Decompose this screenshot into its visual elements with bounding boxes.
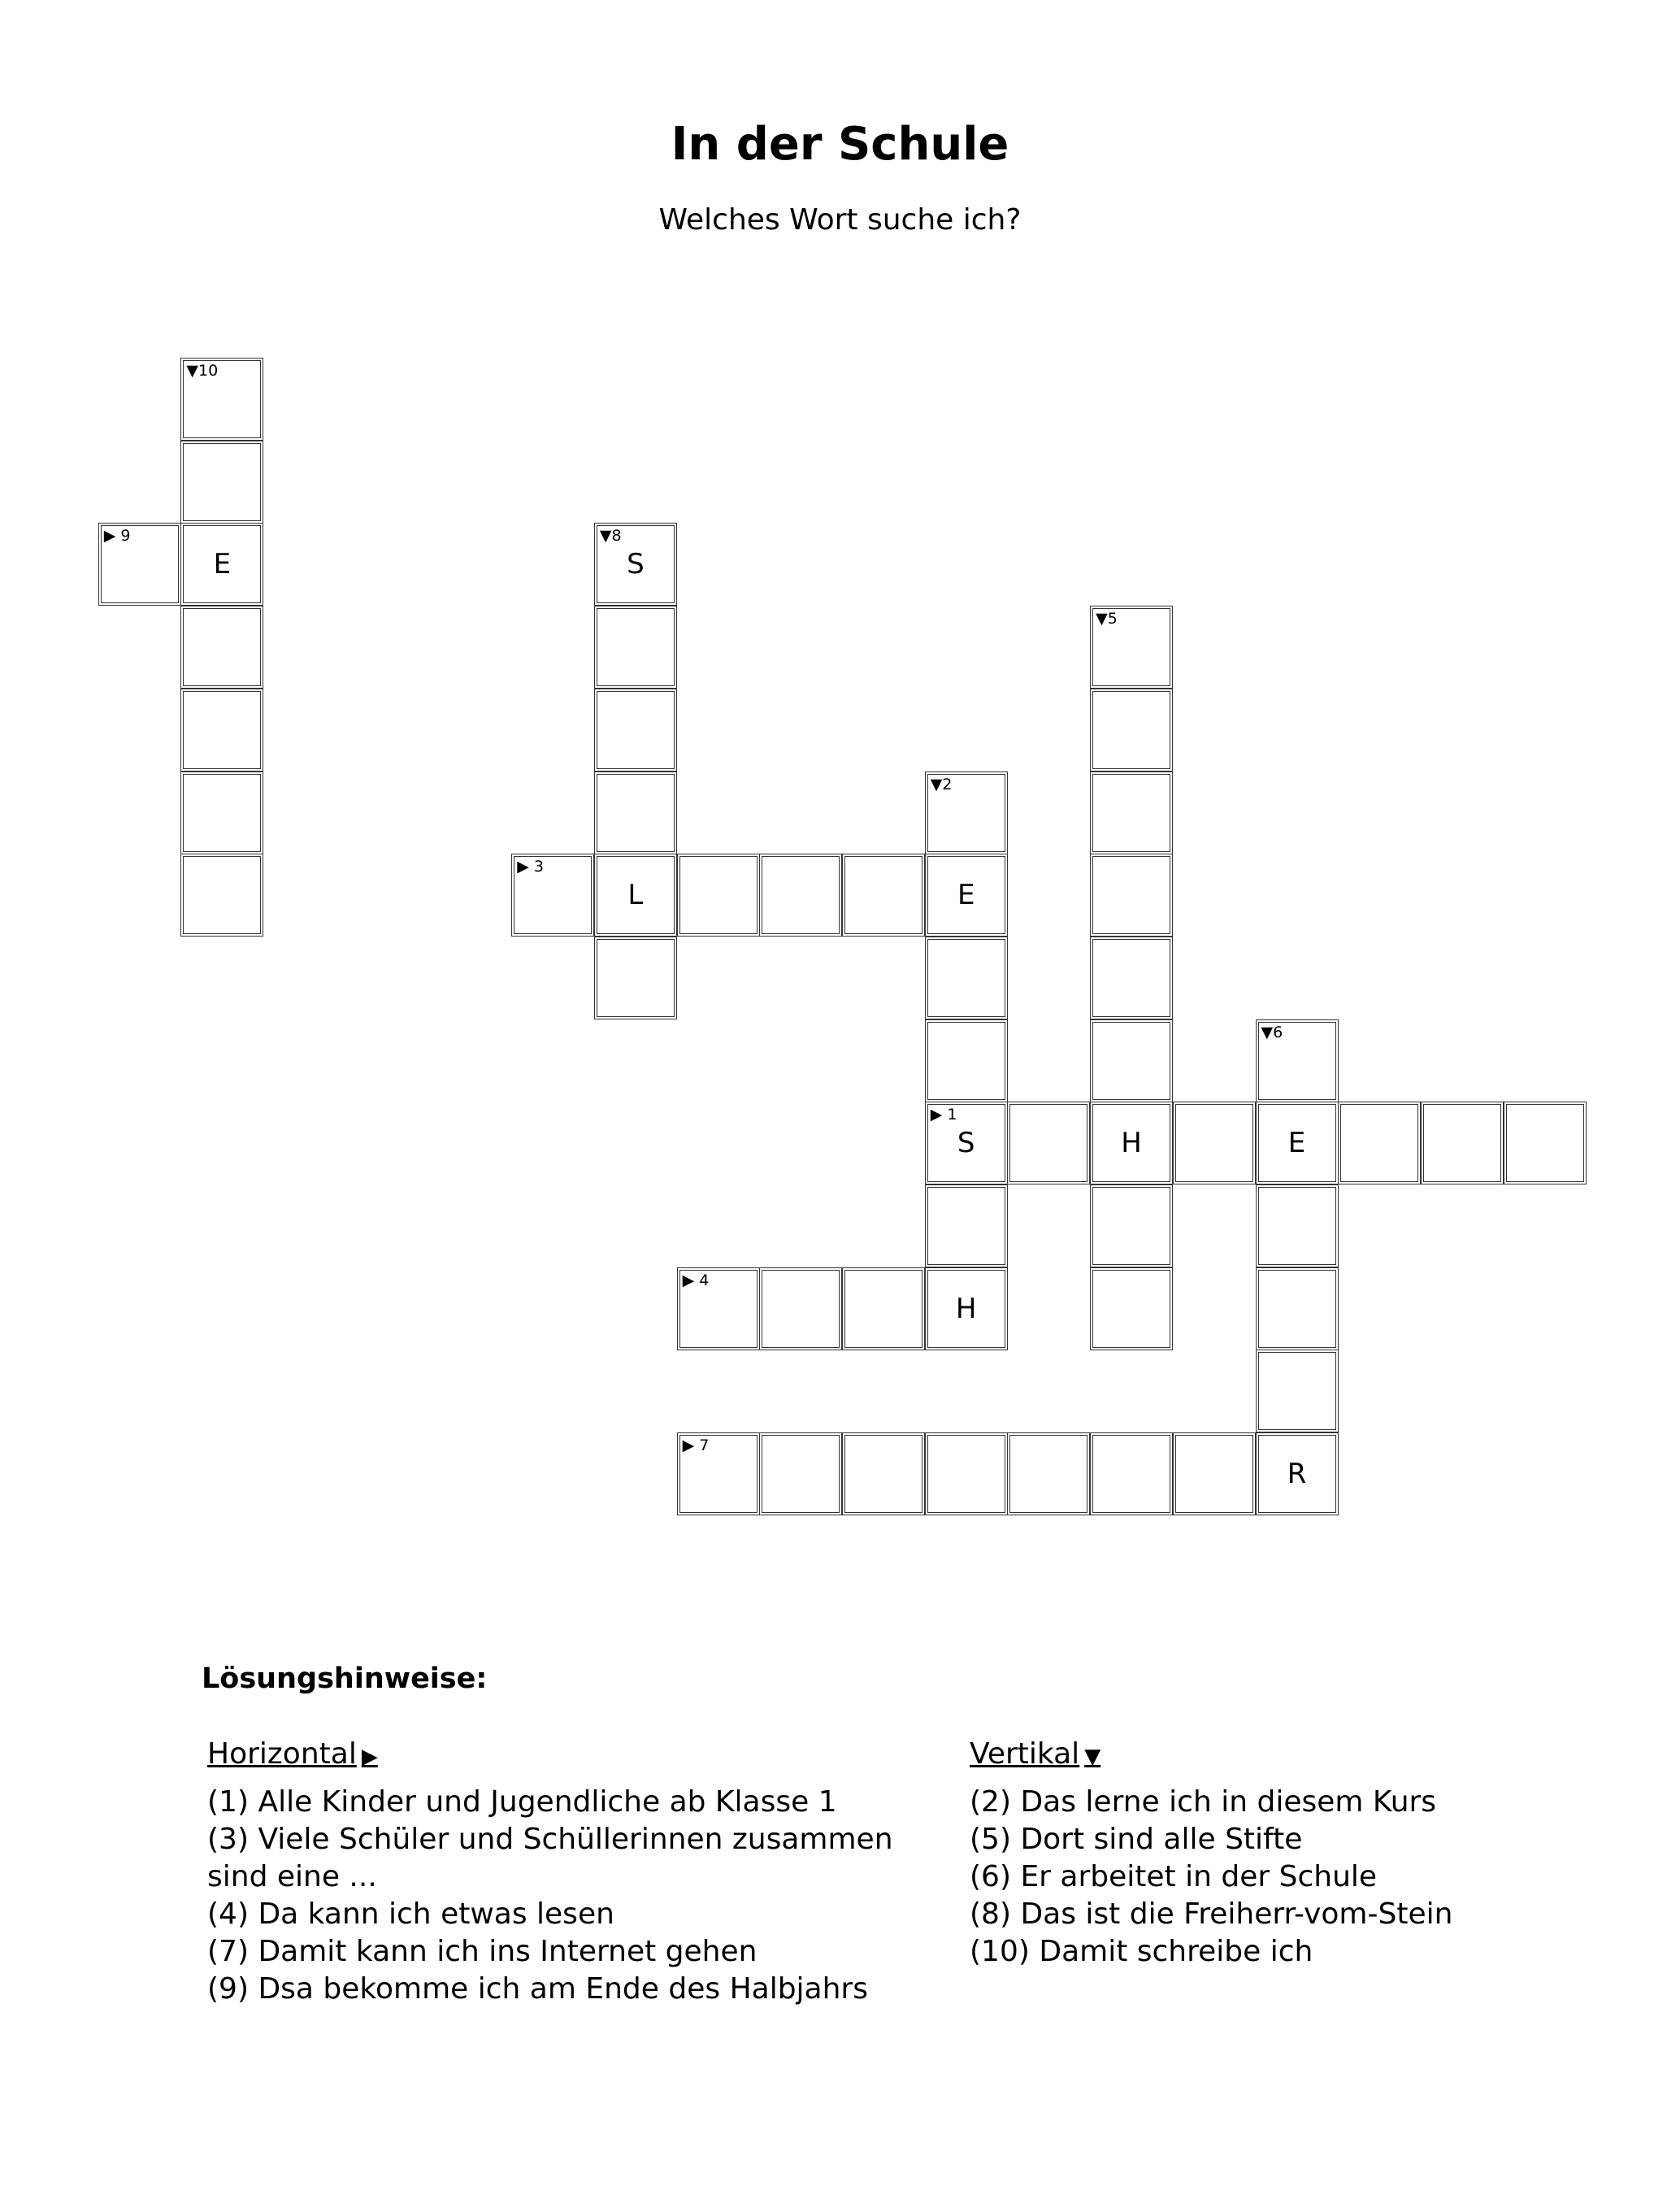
crossword-cell[interactable] (925, 1184, 1008, 1267)
vertical-clues-title: Vertikal ▼ (970, 1737, 1101, 1771)
cell-letter (184, 775, 260, 851)
crossword-cell[interactable] (925, 937, 1008, 1019)
clue-horizontal-1: (1) Alle Kinder und Jugendliche ab Klasse 1 (207, 1785, 837, 1819)
crossword-cell[interactable] (1256, 1267, 1339, 1350)
clue-number-label: ▼2 (930, 775, 953, 793)
crossword-cell[interactable] (1090, 1019, 1173, 1102)
crossword-cell[interactable] (594, 937, 677, 1019)
crossword-cell[interactable] (1090, 854, 1173, 937)
crossword-cell[interactable] (1338, 1102, 1421, 1184)
clue-horizontal-3: (3) Viele Schüler und Schüllerinnen zusammen sind eine ... (207, 1823, 893, 1893)
crossword-cell[interactable] (677, 1432, 760, 1515)
clue-horizontal-9: (9) Dsa bekomme ich am Ende des Halbjahrs (207, 1972, 868, 2006)
clue-vertical-5: (5) Dort sind alle Stifte (970, 1823, 1303, 1856)
crossword-cell[interactable] (1256, 1350, 1339, 1432)
crossword-cell[interactable] (594, 689, 677, 772)
clue-number-label: ▶ 9 (103, 527, 131, 545)
crossword-cell[interactable] (1173, 1102, 1256, 1184)
crossword-cell[interactable] (1256, 1184, 1339, 1267)
crossword-cell[interactable] (1256, 1432, 1339, 1515)
clue-vertical-10: (10) Damit schreibe ich (970, 1935, 1313, 1968)
clue-number-label: ▶ 1 (930, 1106, 957, 1124)
cell-letter: S (957, 1127, 975, 1160)
clue-number-label: ▼6 (1261, 1023, 1283, 1041)
crossword-cell[interactable] (1090, 1267, 1173, 1350)
page-title: In der Schule (671, 118, 1009, 171)
cell-letter (184, 444, 260, 520)
cell-letter: R (1287, 1458, 1307, 1491)
clue-number-label: ▼5 (1096, 610, 1118, 628)
crossword-cell[interactable] (1090, 1184, 1173, 1267)
crossword-cell[interactable] (1504, 1102, 1587, 1184)
crossword-cell[interactable] (759, 1267, 842, 1350)
cell-letter (845, 1436, 922, 1512)
crossword-cell[interactable] (180, 854, 263, 937)
crossword-cell[interactable] (842, 1432, 925, 1515)
crossword-cell[interactable] (925, 1102, 1008, 1184)
crossword-cell[interactable] (925, 1019, 1008, 1102)
cell-letter (928, 940, 1005, 1016)
crossword-cell[interactable] (677, 1267, 760, 1350)
crossword-cell[interactable] (1090, 772, 1173, 854)
arrow-down-icon: ▼ (1084, 1745, 1101, 1769)
crossword-cell[interactable] (1007, 1432, 1090, 1515)
cell-letter (762, 857, 839, 933)
crossword-cell[interactable] (1256, 1102, 1339, 1184)
cell-letter (1259, 1271, 1335, 1347)
cell-letter (1093, 1436, 1170, 1512)
cell-letter: H (1121, 1127, 1142, 1160)
cell-letter: E (957, 879, 975, 912)
cell-letter (597, 609, 674, 685)
crossword-cell[interactable] (594, 606, 677, 689)
crossword-cell[interactable] (925, 772, 1008, 854)
crossword-cell[interactable] (594, 523, 677, 606)
clue-number-label: ▼8 (599, 527, 622, 545)
crossword-cell[interactable] (180, 523, 263, 606)
page-subtitle: Welches Wort suche ich? (658, 203, 1022, 237)
clue-number-label: ▶ 4 (682, 1271, 710, 1289)
cell-letter (1259, 1353, 1335, 1429)
crossword-cell[interactable] (677, 854, 760, 937)
clue-horizontal-4: (4) Da kann ich etwas lesen (207, 1897, 614, 1931)
crossword-cell[interactable] (180, 689, 263, 772)
crossword-cell[interactable] (1090, 606, 1173, 689)
cell-letter (1093, 857, 1170, 933)
crossword-cell[interactable] (925, 854, 1008, 937)
cell-letter (762, 1436, 839, 1512)
cell-letter (845, 857, 922, 933)
crossword-cell[interactable] (180, 441, 263, 524)
crossword-cell[interactable] (759, 854, 842, 937)
cell-letter (928, 1188, 1005, 1264)
cell-letter (928, 1023, 1005, 1099)
cell-letter (1424, 1105, 1500, 1181)
cell-letter (1093, 692, 1170, 768)
horizontal-clues-title: Horizontal ▶ (207, 1737, 378, 1771)
cell-letter (597, 692, 674, 768)
crossword-cell[interactable] (925, 1267, 1008, 1350)
cell-letter (1176, 1436, 1252, 1512)
cell-letter: H (955, 1292, 977, 1325)
cell-letter (184, 692, 260, 768)
crossword-cell[interactable] (180, 606, 263, 689)
cell-letter (1341, 1105, 1417, 1181)
crossword-cell[interactable] (1090, 937, 1173, 1019)
crossword-cell[interactable] (1090, 689, 1173, 772)
cell-letter (184, 857, 260, 933)
cell-letter: E (213, 548, 232, 581)
clue-number-label: ▶ 7 (682, 1437, 710, 1455)
crossword-cell[interactable] (1090, 1432, 1173, 1515)
crossword-cell[interactable] (842, 854, 925, 937)
crossword-cell[interactable] (98, 523, 181, 606)
cell-letter (1010, 1436, 1087, 1512)
cell-letter (597, 940, 674, 1016)
cell-letter (597, 775, 674, 851)
crossword-cell[interactable] (511, 854, 594, 937)
crossword-cell[interactable] (180, 358, 263, 441)
clue-horizontal-7: (7) Damit kann ich ins Internet gehen (207, 1935, 758, 1968)
crossword-cell[interactable] (1173, 1432, 1256, 1515)
hints-heading: Lösungshinweise: (202, 1663, 488, 1695)
cell-letter (762, 1271, 839, 1347)
cell-letter (1176, 1105, 1252, 1181)
cell-letter (928, 1436, 1005, 1512)
clue-vertical-2: (2) Das lerne ich in diesem Kurs (970, 1785, 1437, 1819)
cell-letter (1093, 1188, 1170, 1264)
cell-letter (1010, 1105, 1087, 1181)
clue-vertical-6: (6) Er arbeitet in der Schule (970, 1860, 1378, 1893)
crossword-cell[interactable] (594, 854, 677, 937)
crossword-cell[interactable] (925, 1432, 1008, 1515)
clue-vertical-8: (8) Das ist die Freiherr-vom-Stein (970, 1897, 1453, 1931)
clue-number-label: ▼10 (186, 362, 219, 380)
cell-letter (1093, 775, 1170, 851)
cell-letter (1093, 1023, 1170, 1099)
crossword-cell[interactable] (842, 1267, 925, 1350)
crossword-cell[interactable] (759, 1432, 842, 1515)
arrow-right-icon: ▶ (361, 1745, 378, 1769)
cell-letter (680, 857, 757, 933)
cell-letter (184, 609, 260, 685)
clue-number-label: ▶ 3 (517, 858, 544, 876)
crossword-cell[interactable] (1421, 1102, 1504, 1184)
cell-letter (845, 1271, 922, 1347)
crossword-cell[interactable] (594, 772, 677, 854)
cell-letter (1259, 1188, 1335, 1264)
cell-letter (1093, 940, 1170, 1016)
cell-letter: E (1287, 1127, 1306, 1160)
crossword-cell[interactable] (1256, 1019, 1339, 1102)
cell-letter (1093, 1271, 1170, 1347)
cell-letter: L (627, 879, 644, 912)
cell-letter (1507, 1105, 1583, 1181)
crossword-cell[interactable] (1090, 1102, 1173, 1184)
vertical-clues (970, 1736, 1636, 1971)
crossword-cell[interactable] (1007, 1102, 1090, 1184)
crossword-cell[interactable] (180, 772, 263, 854)
horizontal-clues (207, 1736, 955, 2008)
cell-letter: S (627, 548, 645, 581)
